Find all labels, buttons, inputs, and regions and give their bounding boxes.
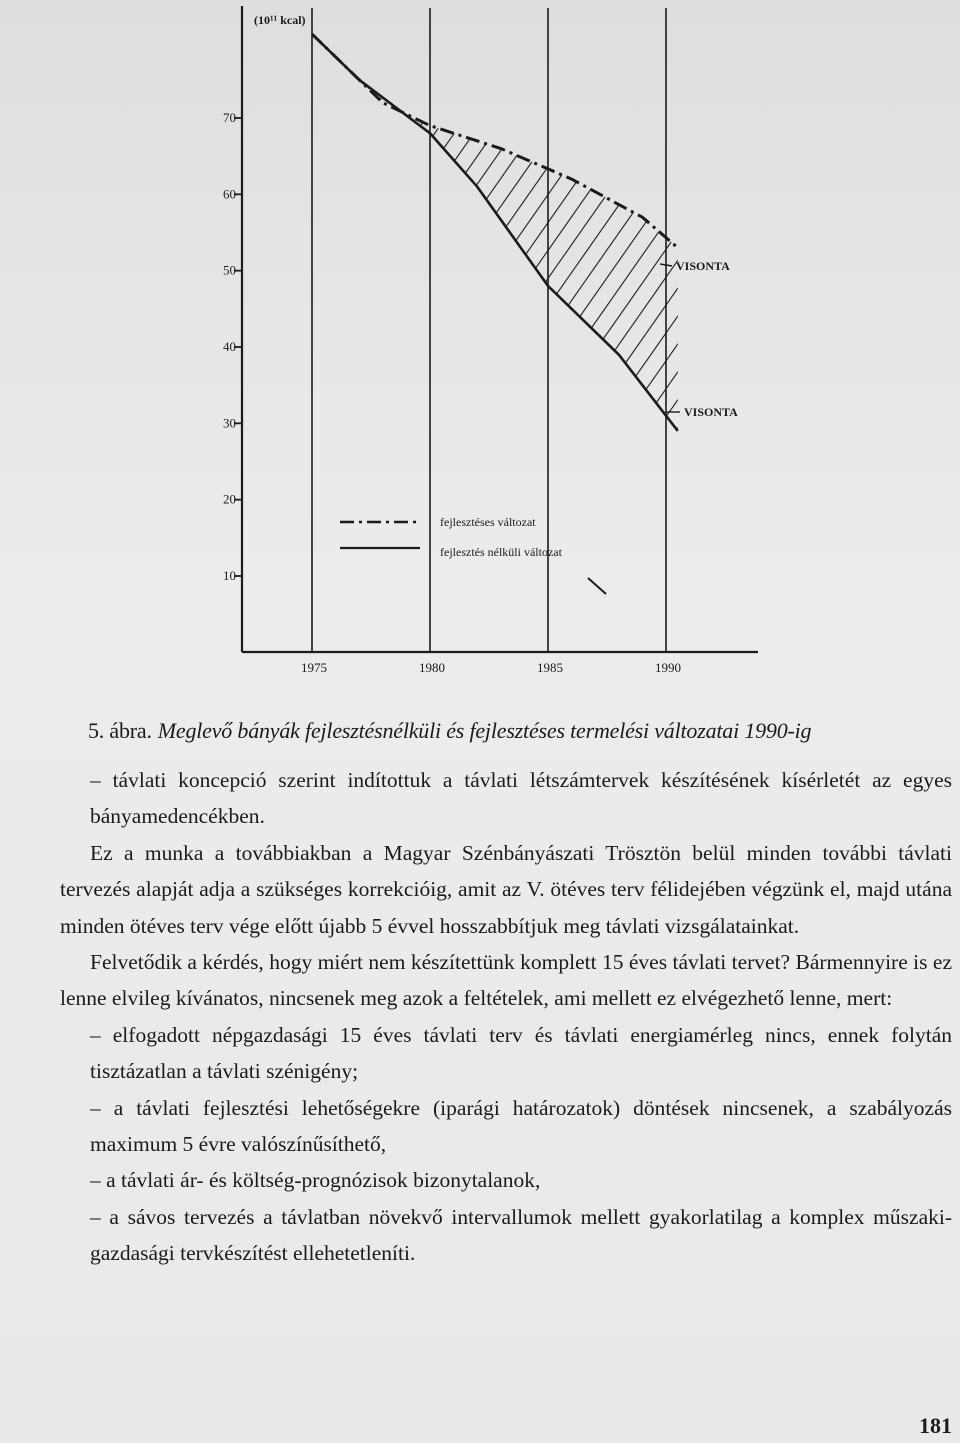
figure-caption [88, 718, 948, 744]
y-tick-label: 60 [223, 186, 236, 202]
y-tick-label: 50 [223, 262, 236, 278]
y-axis-label: (10¹¹ kcal) [254, 13, 306, 27]
figure-label: 5. ábra. [88, 718, 152, 743]
y-tick-label: 70 [223, 110, 236, 125]
paragraph: Ez a munka a továbbiakban a Magyar Szénbányászati Trösztön belül minden további távlati tervezés alapját adja a szükséges korrekcióig, amit az V. ötéves terv félidejében végzünk el, majd utána minden ötéves terv vége előtt újabb 5 évvel hosszabbítjuk meg távlati vizsgálatainkat. [60, 840, 952, 938]
page-number: 181 [919, 1413, 952, 1438]
paragraph: – a távlati ár- és költség-prognózisok bizonytalanok, [90, 1168, 541, 1193]
y-tick-label: 40 [223, 339, 236, 354]
paragraph: – a távlati fejlesztési lehetőségekre (iparági határozatok) döntések nincsenek, a szabályozás maximum 5 évre valószínűsíthető, [90, 1095, 952, 1157]
legend-label: fejlesztéses változat [440, 515, 536, 529]
figure-caption-text: Meglevő bányák fejlesztésnélküli és fejlesztéses termelési változatai 1990-ig [157, 718, 812, 743]
y-tick-label: 30 [223, 415, 236, 431]
arrow-mark [588, 578, 606, 594]
x-tick-label: 1990 [655, 660, 681, 675]
x-tick-label: 1975 [301, 660, 327, 675]
x-tick-label: 1985 [537, 660, 563, 675]
y-tick-label: 10 [223, 568, 236, 583]
body-text [60, 762, 952, 1272]
x-tick-label: 1980 [419, 660, 445, 675]
paragraph: Felvetődik a kérdés, hogy miért nem készítettünk komplett 15 éves távlati tervet? Bármennyire is ez lenne elvileg kívánatos, nincsenek meg azok a feltételek, ami mellett ez elvégezhető lenne, mert: [60, 950, 952, 1011]
annotation-visonta: VISONTA [684, 405, 738, 419]
hatched-band [312, 34, 678, 431]
paragraph: – elfogadott népgazdasági 15 éves távlati terv és távlati energiamérleg nincs, ennek folytán tisztázatlan a távlati szénigény; [90, 1022, 952, 1084]
legend-label: fejlesztés nélküli változat [440, 545, 562, 559]
y-tick-label: 20 [223, 491, 236, 507]
figure-chart [0, 0, 960, 715]
paragraph: – távlati koncepció szerint indítottuk a távlati létszámtervek készítésének kísérletét az egyes bányamedencékben. [90, 768, 952, 829]
annotation-visonta: VISONTA [676, 259, 730, 273]
paragraph: – a sávos tervezés a távlatban növekvő intervallumok mellett gyakorlatilag a komplex műszaki-gazdasági tervkészítést ellehetetleníti. [90, 1204, 952, 1266]
